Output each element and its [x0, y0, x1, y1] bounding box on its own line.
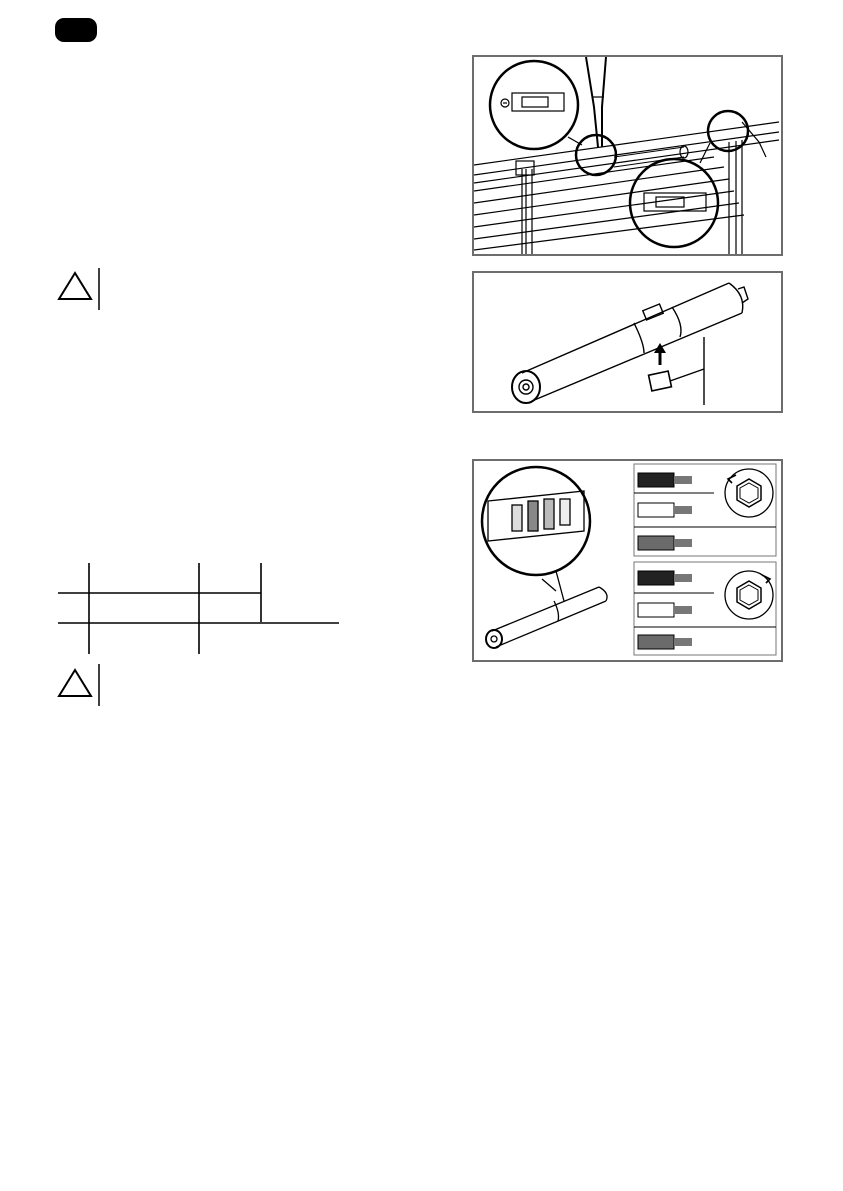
spec-table-grid — [55, 560, 345, 656]
warning-triangle-icon — [57, 266, 103, 308]
language-tab-badge — [55, 18, 97, 42]
figure-motor-removal — [472, 55, 783, 256]
figure-motor-connector — [472, 271, 783, 413]
warning-triangle-icon — [57, 662, 103, 704]
figure-wiring-direction — [472, 459, 783, 662]
